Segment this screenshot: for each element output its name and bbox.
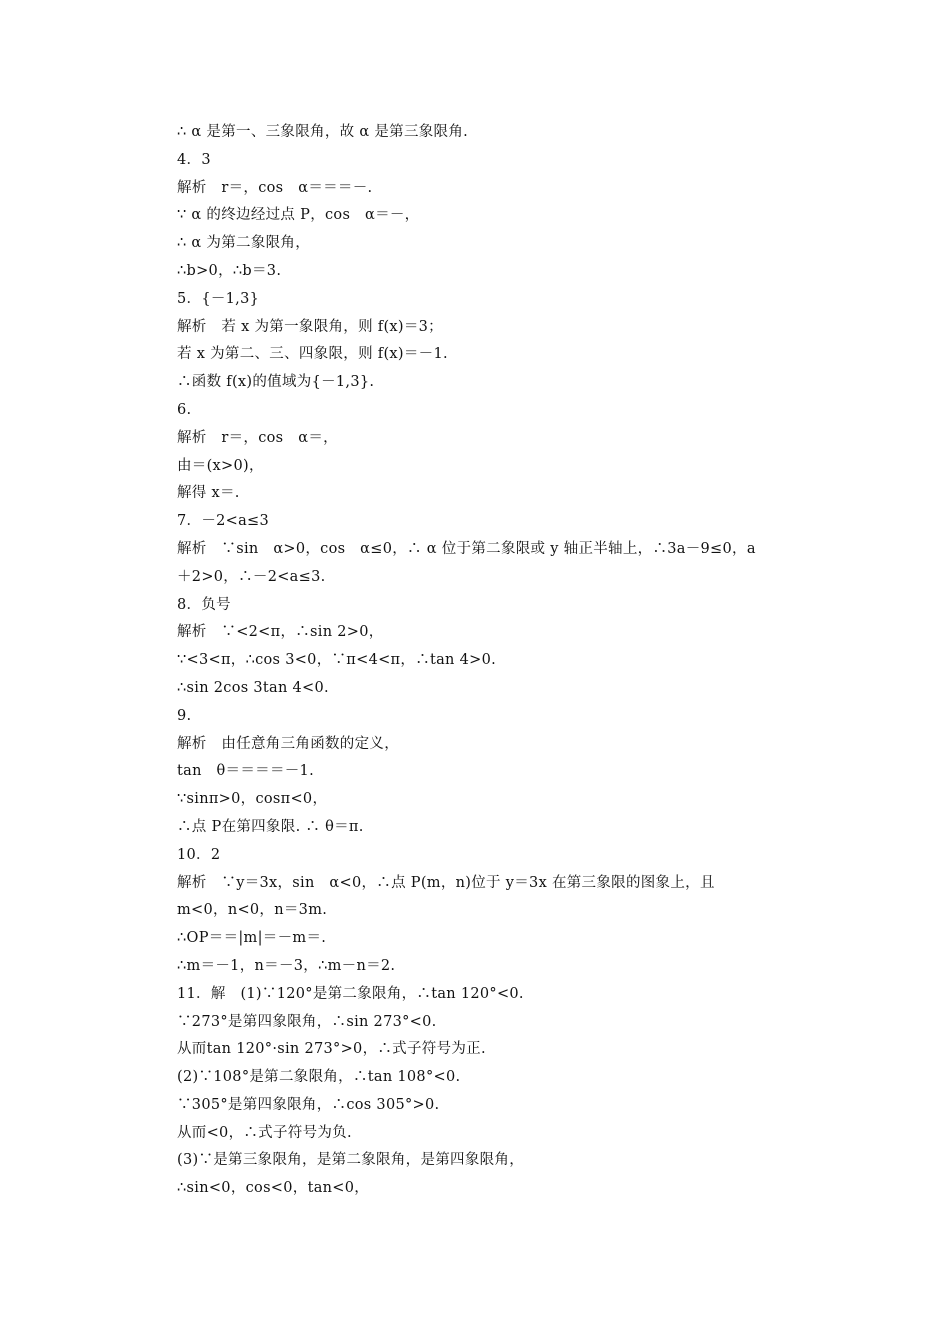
text-line: 从而tan 120°·sin 273°>0，∴式子符号为正. xyxy=(177,1041,486,1058)
text-line: 解析 r＝，cos α＝， xyxy=(177,429,338,446)
text-line: ∴点 P在第四象限. ∴ θ＝π. xyxy=(177,818,364,835)
text-line: 解析 ∵y＝3x，sin α<0，∴点 P(m，n)位于 y＝3x 在第三象限的图象上，且 xyxy=(177,874,715,891)
answer-heading: 10．2 xyxy=(177,846,221,863)
text-line: 解得 x＝. xyxy=(177,485,240,502)
answer-heading: 4．3 xyxy=(177,151,211,168)
text-line: ＋2>0，∴－2<a≤3. xyxy=(177,568,326,585)
text-line: ∵305°是第四象限角，∴cos 305°>0. xyxy=(177,1096,440,1113)
text-line: (2)∵108°是第二象限角，∴tan 108°<0. xyxy=(177,1069,461,1086)
answer-heading: 5．{－1,3} xyxy=(177,290,260,307)
text-line: ∴ α 是第一、三象限角，故 α 是第三象限角. xyxy=(177,124,469,140)
answer-heading: 9. xyxy=(177,707,192,724)
text-line: 解析 r＝，cos α＝＝＝－. xyxy=(177,179,373,196)
text-line: 解析 ∵<2<π，∴sin 2>0， xyxy=(177,624,384,641)
text-line: ∵273°是第四象限角，∴sin 273°<0. xyxy=(177,1013,437,1030)
answer-heading: 7．－2<a≤3 xyxy=(177,513,270,530)
answer-heading: 11．解 (1)∵120°是第二象限角，∴tan 120°<0. xyxy=(177,985,524,1002)
text-line: ∴sin<0，cos<0，tan<0， xyxy=(177,1180,370,1197)
text-line: 从而<0，∴式子符号为负. xyxy=(177,1124,352,1141)
text-line: (3)∵是第三象限角，是第二象限角，是第四象限角， xyxy=(177,1152,525,1169)
text-line: ∴OP＝＝|m|＝－m＝. xyxy=(177,930,327,947)
text-line: ∴b>0，∴b＝3. xyxy=(177,262,282,279)
text-line: tan θ＝＝＝＝－1. xyxy=(177,763,314,780)
text-line: 若 x 为第二、三、四象限，则 f(x)＝－1. xyxy=(177,346,448,363)
text-line: 由＝(x>0)， xyxy=(177,457,264,474)
text-line: ∵<3<π，∴cos 3<0，∵π<4<π，∴tan 4>0. xyxy=(177,652,497,669)
text-line: ∵ α 的终边经过点 P，cos α＝－， xyxy=(177,207,420,224)
text-line: ∵sinπ>0，cosπ<0， xyxy=(177,791,328,808)
answer-text-block xyxy=(177,119,817,1203)
text-line: 解析 若 x 为第一象限角，则 f(x)＝3； xyxy=(177,318,443,335)
text-line: 解析 由任意角三角函数的定义， xyxy=(177,735,399,752)
text-line: 解析 ∵sin α>0，cos α≤0，∴ α 位于第二象限或 y 轴正半轴上，∴3a－9≤0，a xyxy=(177,540,756,557)
text-line: ∴m＝－1，n＝－3，∴m－n＝2. xyxy=(177,957,396,974)
text-line: ∴ α 为第二象限角， xyxy=(177,235,311,252)
text-line: ∴sin 2cos 3tan 4<0. xyxy=(177,679,329,696)
answer-heading: 8．负号 xyxy=(177,596,231,613)
text-line: m<0，n<0，n＝3m. xyxy=(177,902,328,919)
text-line: ∴函数 f(x)的值域为{－1,3}. xyxy=(177,374,375,391)
answer-heading: 6. xyxy=(177,401,192,418)
